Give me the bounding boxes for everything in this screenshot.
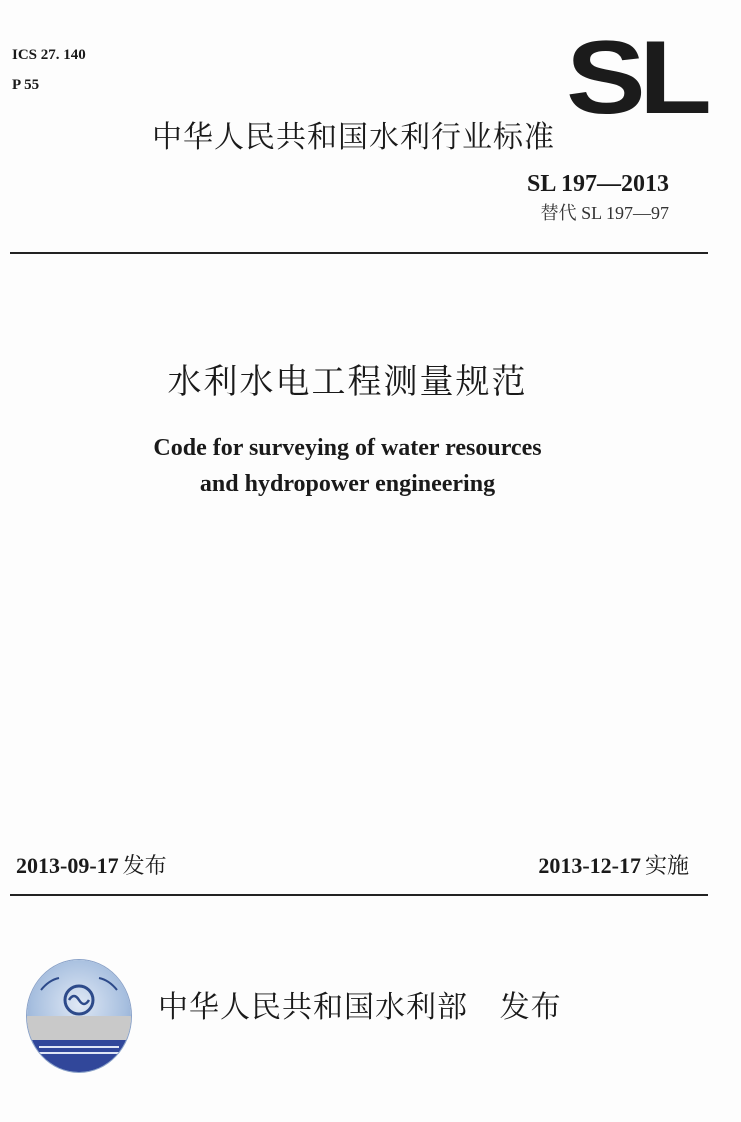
bottom-divider [10,894,708,896]
english-title-line-1: Code for surveying of water resources [153,435,542,461]
standard-category: 中华人民共和国水利行业标准 [152,120,555,155]
anti-counterfeit-seal-icon [27,960,131,1072]
seal-emblem-icon [27,960,131,1072]
top-divider [10,252,708,254]
standard-number: SL 197—2013 [526,171,669,197]
issue-date-block [16,852,167,881]
issue-label: 发布 [122,854,167,879]
implement-date: 2013-12-17 [538,853,641,878]
document-title-english [0,430,741,502]
issue-date: 2013-09-17 [16,853,119,878]
implement-label: 实施 [644,854,689,879]
implement-date-block [538,852,689,881]
ics-code: ICS 27. 140 [12,47,86,63]
document-title-chinese: 水利水电工程测量规范 [167,362,528,402]
english-title-line-2: and hydropower engineering [199,471,496,497]
publisher-line [158,988,562,1028]
publish-label: 发布 [499,990,562,1025]
publisher-name: 中华人民共和国水利部 [158,990,468,1025]
ccs-code: P 55 [12,77,40,93]
replaces-standard: 替代 SL 197—97 [540,203,669,223]
sl-series-logo: SL [566,20,706,136]
